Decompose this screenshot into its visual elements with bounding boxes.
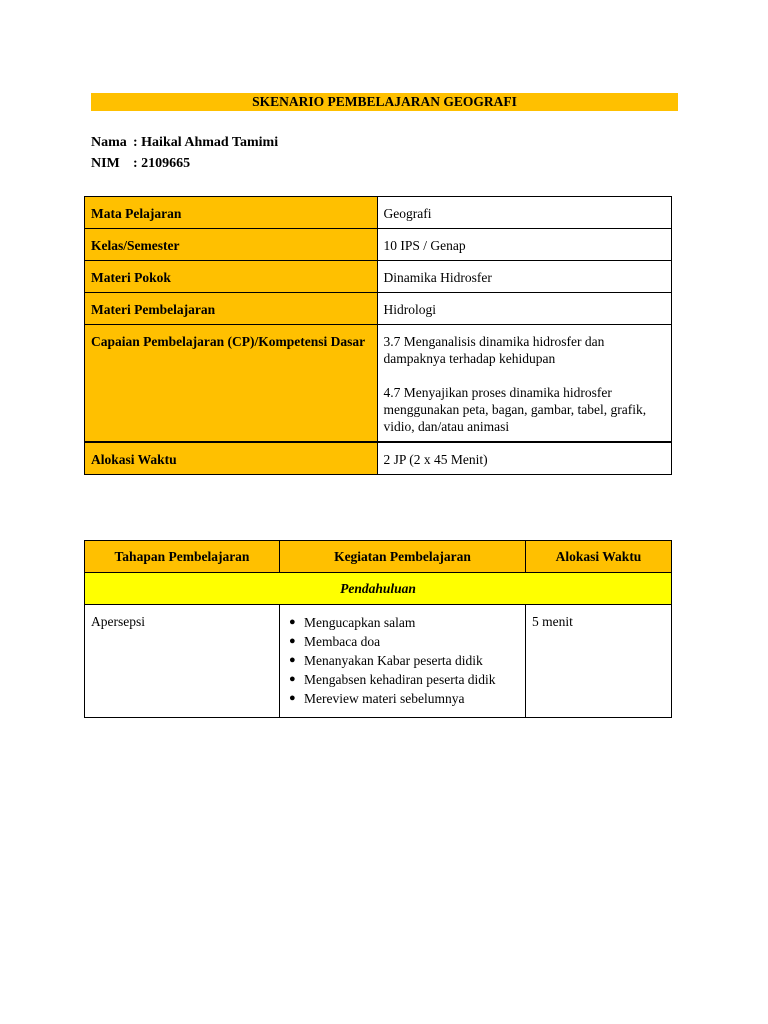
competency-4-7: 4.7 Menyajikan proses dinamika hidrosfer menggunakan peta, bagan, gambar, tabel, grafik, vidio, dan/atau animasi: [383, 385, 647, 434]
info-key: Materi Pokok: [85, 261, 378, 293]
table-row: [85, 261, 672, 293]
info-key: Mata Pelajaran: [85, 197, 378, 229]
table-row: [85, 325, 672, 443]
activities-cell: [280, 605, 526, 718]
name-value: : Haikal Ahmad Tamimi: [133, 135, 279, 150]
header-activity: Kegiatan Pembelajaran: [280, 541, 526, 573]
bullet-icon: ●: [289, 654, 296, 666]
table-row: [85, 293, 672, 325]
info-value: 2 JP (2 x 45 Menit): [377, 442, 671, 475]
info-key: Materi Pembelajaran: [85, 293, 378, 325]
learning-scenario-table: [84, 540, 672, 718]
header-time: Alokasi Waktu: [526, 541, 672, 573]
table-header-row: [85, 541, 672, 573]
nim-label: NIM: [91, 156, 120, 171]
header-stage: Tahapan Pembelajaran: [85, 541, 280, 573]
phase-row: [85, 573, 672, 605]
table-row: [85, 197, 672, 229]
list-item: ● Mengucapkan salam: [289, 615, 416, 630]
nim-value: : 2109665: [133, 156, 191, 171]
stage-cell: Apersepsi: [85, 605, 280, 718]
bullet-icon: ●: [289, 692, 296, 704]
time-cell: 5 menit: [526, 605, 672, 718]
info-value: Hidrologi: [377, 293, 671, 325]
bullet-icon: ●: [289, 673, 296, 685]
activity-list: [286, 613, 519, 708]
info-key: Alokasi Waktu: [85, 442, 378, 475]
identity-name-line: [91, 134, 278, 152]
lesson-info-table: [84, 196, 672, 475]
name-label: Nama: [91, 135, 127, 150]
table-row: [85, 229, 672, 261]
info-key: Capaian Pembelajaran (CP)/Kompetensi Dasar: [85, 325, 378, 443]
identity-nim-line: [91, 155, 190, 173]
document-title: SKENARIO PEMBELAJARAN GEOGRAFI: [91, 93, 678, 111]
info-value: [377, 325, 671, 443]
table-row: [85, 605, 672, 718]
table-row: [85, 442, 672, 475]
info-key: Kelas/Semester: [85, 229, 378, 261]
info-value: Geografi: [377, 197, 671, 229]
list-item: ● Mereview materi sebelumnya: [289, 691, 465, 706]
phase-label: Pendahuluan: [85, 573, 672, 605]
list-item: ● Membaca doa: [289, 634, 381, 649]
bullet-icon: ●: [289, 635, 296, 647]
list-item: ● Menanyakan Kabar peserta didik: [289, 653, 483, 668]
bullet-icon: ●: [289, 616, 296, 628]
competency-3-7: 3.7 Menganalisis dinamika hidrosfer dan dampaknya terhadap kehidupan: [383, 334, 605, 366]
list-item: ● Mengabsen kehadiran peserta didik: [289, 672, 496, 687]
info-value: 10 IPS / Genap: [377, 229, 671, 261]
info-value: Dinamika Hidrosfer: [377, 261, 671, 293]
